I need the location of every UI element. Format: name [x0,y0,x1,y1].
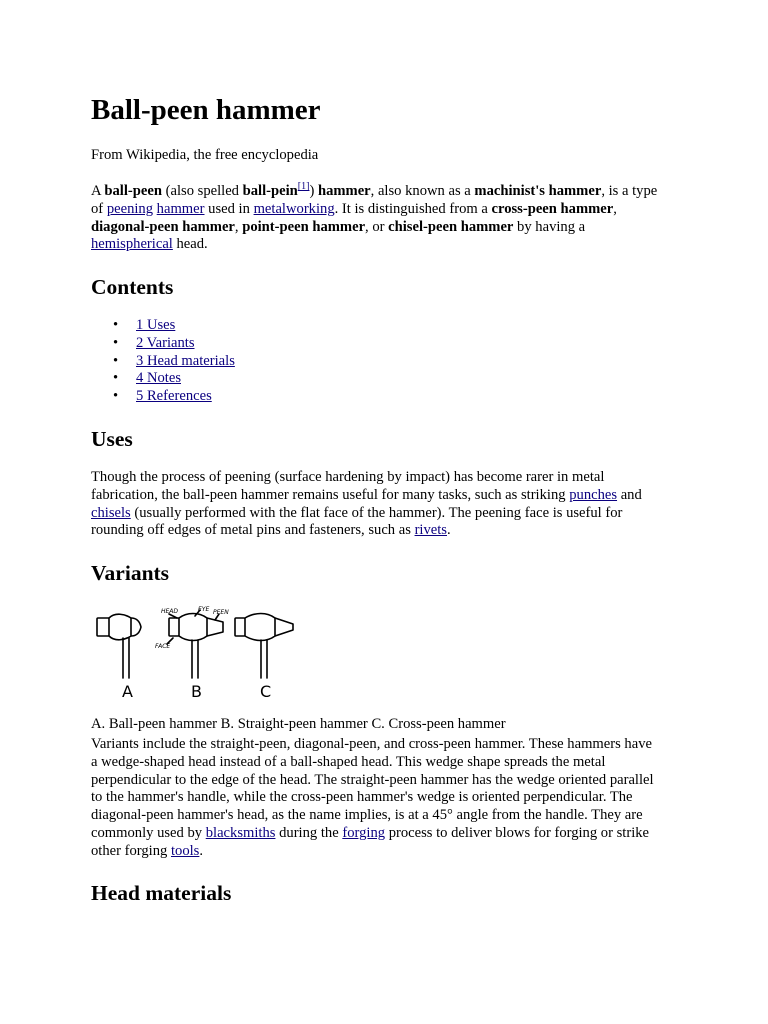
link-forging[interactable]: forging [342,824,386,841]
intro-text: , or [365,218,389,235]
variants-paragraph [91,736,691,861]
link-blacksmiths[interactable]: blacksmiths [205,824,276,841]
uses-text: and [617,486,642,503]
uses-line-1: Though the process of peening (surface hardening by impact) has become rarer in metal [91,469,605,485]
term-ball-peen: ball-peen [104,183,162,199]
toc-item [91,317,235,335]
toc-item [91,370,235,388]
figure-label-head: HEAD [161,608,179,615]
bullet-icon: • [113,388,119,405]
bullet-icon: • [113,352,119,369]
intro-paragraph [91,183,691,254]
variants-line-2: a wedge-shaped head instead of a ball-shaped head. This wedge shape spreads the metal [91,753,606,770]
variants-line-5: diagonal-peen hammer's head, as the name implies, is at a 45° angle from the handle. They are [91,807,643,824]
intro-text: , also known as a [370,183,475,199]
variants-text: . [199,842,204,859]
figure-label-eye: EYE [198,606,210,613]
intro-text: head. [172,236,208,253]
uses-text: . [447,522,451,539]
link-punches[interactable]: punches [569,486,618,503]
uses-text: rounding off edges of metal pins and fasteners, such as [91,522,415,539]
toc-link-uses[interactable]: 1 Uses [136,317,176,333]
term-chisel-peen-hammer: chisel-peen hammer [388,218,514,235]
variants-line-3: perpendicular to the edge of the head. The straight-peen hammer has the wedge oriented parallel [91,771,654,788]
head-materials-heading: Head materials [91,881,232,905]
link-hemispherical[interactable]: hemispherical [91,236,173,253]
link-chisels[interactable]: chisels [91,504,131,521]
figure-letter-a: A [122,682,133,700]
intro-text: of [91,200,107,217]
ball-peen-hammer-drawing [97,614,141,678]
uses-heading: Uses [91,427,133,451]
bullet-icon: • [113,334,119,351]
intro-line-3 [91,219,691,237]
link-tools[interactable]: tools [170,842,200,859]
toc-link-references[interactable]: 5 References [136,388,212,405]
cross-peen-hammer-drawing [235,614,293,679]
term-point-peen-hammer: point-peen hammer [242,218,366,235]
toc-link-notes[interactable]: 4 Notes [136,370,181,387]
intro-text: ) [309,183,318,199]
figure-letter-b: B [191,682,202,700]
term-diagonal-peen-hammer: diagonal-peen hammer [91,218,235,235]
term-cross-peen-hammer: cross-peen hammer [491,200,614,217]
variants-line-1: Variants include the straight-peen, diagonal-peen, and cross-peen hammer. These hammers have [91,736,652,752]
intro-text: by having a [513,218,586,235]
link-rivets[interactable]: rivets [414,522,447,539]
figure-letter-c: C [260,682,272,700]
bullet-icon: • [113,317,119,333]
link-peening[interactable]: peening [106,200,154,217]
intro-line-4 [91,236,691,254]
intro-line-2 [91,201,691,219]
intro-text: . It is distinguished from a [334,200,492,217]
link-hammer[interactable]: hammer [156,200,205,217]
uses-text: fabrication, the ball-peen hammer remains useful for many tasks, such as striking [91,486,570,503]
toc-link-head-materials[interactable]: 3 Head materials [136,352,235,369]
intro-text: , is a type [601,183,658,199]
intro-text: A [91,183,105,199]
contents-heading: Contents [91,275,174,299]
intro-line-1 [91,183,691,201]
figure-caption: A. Ball-peen hammer B. Straight-peen hammer C. Cross-peen hammer [91,715,506,732]
uses-line-3 [91,505,691,523]
term-ball-pein: ball-pein [242,183,298,199]
intro-text: (also spelled [161,183,243,199]
variants-line-6 [91,825,691,843]
toc-item [91,335,235,353]
hammer-variants-figure [95,604,315,700]
link-metalworking[interactable]: metalworking [253,200,335,217]
variants-text: during the [275,824,343,841]
bullet-icon: • [113,370,119,387]
term-hammer: hammer [317,183,371,199]
toc-item [91,388,235,406]
uses-line-2 [91,487,691,505]
page-title: Ball-peen hammer [91,94,321,126]
citation-link-1[interactable]: [1] [297,181,310,193]
uses-paragraph [91,469,691,540]
variants-heading: Variants [91,561,170,585]
intro-text: , [234,218,243,235]
intro-text: , [613,200,617,217]
straight-peen-hammer-drawing [167,610,223,678]
toc-link-variants[interactable]: 2 Variants [136,334,195,351]
variants-line-4: to the hammer's handle, while the cross-peen hammer's wedge is oriented perpendicular. The [91,789,633,806]
variants-text: commonly used by [91,824,206,841]
variants-text: other forging [91,842,171,859]
variants-line-7 [91,843,691,861]
figure-label-peen: PEEN [213,609,229,616]
uses-line-4 [91,522,691,540]
uses-text: (usually performed with the flat face of the hammer). The peening face is useful for [130,504,623,521]
variants-text: process to deliver blows for forging or strike [385,824,650,841]
intro-text: used in [204,200,254,217]
toc-item [91,353,235,371]
figure-label-face: FACE [155,643,171,650]
table-of-contents [91,317,235,406]
tagline: From Wikipedia, the free encyclopedia [91,147,319,163]
term-machinists-hammer: machinist's hammer [474,183,602,199]
